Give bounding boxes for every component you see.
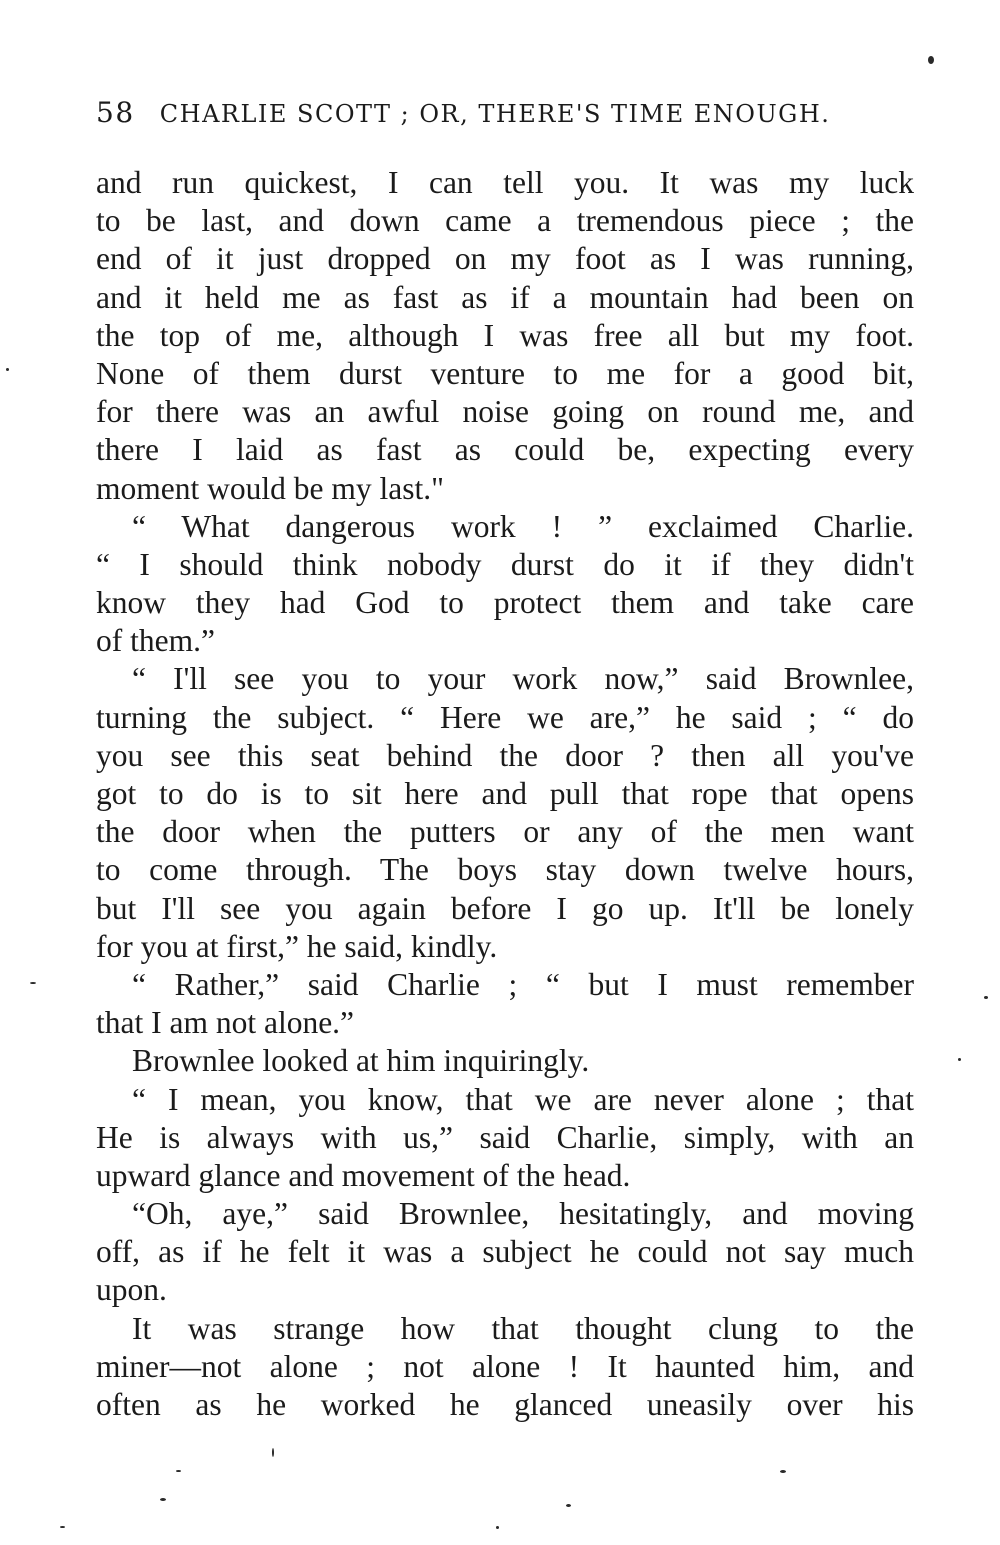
scan-speck	[272, 1448, 274, 1457]
page-number: 58	[96, 96, 135, 129]
text-line: and it held me as fast as if a mountain had been on	[96, 279, 914, 315]
running-title: CHARLIE SCOTT ; OR, THERE'S TIME ENOUGH.	[159, 100, 831, 128]
text-line: there I laid as fast as could be, expecting every	[96, 432, 914, 468]
scan-speck	[566, 1504, 571, 1507]
text-line: of them.”	[96, 623, 215, 659]
scan-speck	[496, 1526, 499, 1529]
text-line: for there was an awful noise going on round me, and	[96, 394, 914, 430]
text-line: “Oh, aye,” said Brownlee, hesitatingly, and moving	[132, 1196, 914, 1232]
text-line: to come through. The boys stay down twelve hours,	[96, 852, 914, 888]
text-line: often as he worked he glanced uneasily over his	[96, 1387, 914, 1422]
text-line: turning the subject. “ Here we are,” he said ; “ do	[96, 699, 914, 735]
scan-speck	[984, 996, 988, 999]
text-line: you see this seat behind the door ? then all you've	[96, 737, 914, 773]
scan-speck	[6, 368, 9, 371]
text-line: end of it just dropped on my foot as I was running,	[96, 241, 914, 277]
scan-speck	[928, 56, 934, 64]
scan-speck	[176, 1470, 181, 1472]
scan-speck	[780, 1470, 786, 1473]
text-line: to be last, and down came a tremendous piece ; the	[96, 203, 914, 239]
text-line: “ I should think nobody durst do it if they didn't	[96, 546, 914, 582]
text-line: upon.	[96, 1272, 167, 1308]
text-line: “ What dangerous work ! ” exclaimed Charlie.	[132, 508, 914, 544]
text-line: He is always with us,” said Charlie, simply, with an	[96, 1119, 914, 1155]
text-line: upward glance and movement of the head.	[96, 1157, 631, 1193]
text-line: and run quickest, I can tell you. It was my luck	[96, 165, 914, 200]
running-head	[96, 96, 916, 129]
text-line: It was strange how that thought clung to the	[132, 1310, 914, 1346]
scan-speck	[60, 1526, 65, 1528]
text-line: the top of me, although I was free all but my foot.	[96, 317, 914, 353]
text-line: off, as if he felt it was a subject he could not say much	[96, 1234, 914, 1270]
text-line: “ I mean, you know, that we are never alone ; that	[132, 1081, 914, 1117]
text-line: None of them durst venture to me for a good bit,	[96, 355, 914, 391]
text-line: “ Rather,” said Charlie ; “ but I must remember	[132, 966, 914, 1002]
text-line: know they had God to protect them and take care	[96, 585, 914, 621]
text-line: got to do is to sit here and pull that rope that opens	[96, 776, 914, 811]
scan-speck	[30, 982, 36, 984]
text-line: Brownlee looked at him inquiringly.	[132, 1043, 590, 1079]
text-line: miner—not alone ; not alone ! It haunted him, and	[96, 1348, 914, 1384]
text-line: the door when the putters or any of the men want	[96, 814, 914, 850]
scan-speck	[958, 1058, 961, 1061]
text-line: moment would be my last."	[96, 470, 444, 506]
text-line: for you at first,” he said, kindly.	[96, 928, 498, 964]
body-text	[96, 164, 914, 1424]
text-line: “ I'll see you to your work now,” said Brownlee,	[132, 661, 914, 697]
scan-speck	[160, 1498, 166, 1501]
text-line: but I'll see you again before I go up. It'll be lonely	[96, 890, 914, 926]
text-line: that I am not alone.”	[96, 1005, 355, 1041]
